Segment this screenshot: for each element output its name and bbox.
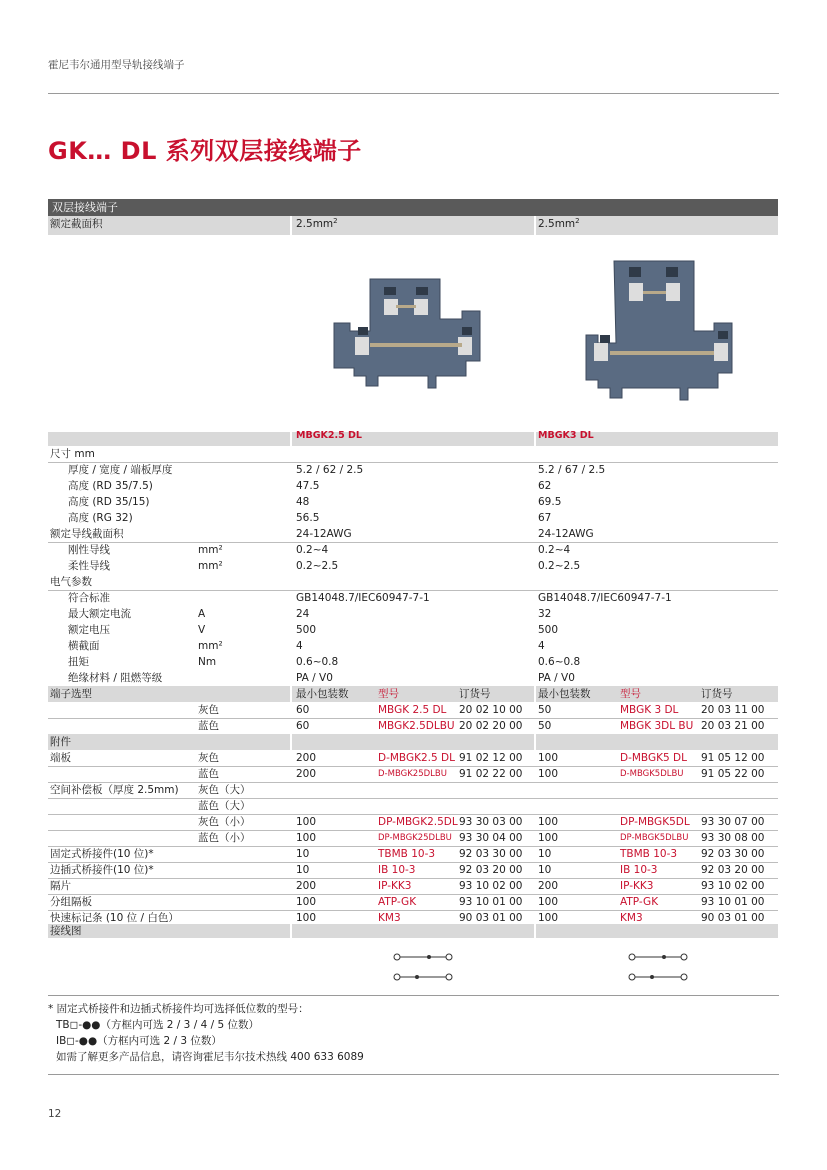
spec-label: 尺寸 mm (50, 448, 95, 460)
spec-row (48, 478, 778, 494)
product-image-mbgk3dl (574, 251, 754, 415)
spec-label: 符合标准 (68, 592, 110, 604)
wiring-row (48, 924, 778, 938)
order-type-b: IB 10-3 (620, 864, 658, 876)
order-row (48, 798, 778, 815)
spec-value-b: 500 (538, 624, 559, 636)
spec-row (48, 638, 778, 654)
order-header-type-b: 型号 (620, 688, 641, 700)
order-type-b: KM3 (620, 912, 643, 924)
order-pack-a: 60 (296, 720, 310, 732)
spec-unit: Nm (198, 656, 217, 668)
spec-row (48, 462, 778, 478)
spec-value-a: 500 (296, 624, 317, 636)
spec-row (48, 606, 778, 622)
order-number-b: 91 05 12 00 (701, 752, 765, 764)
order-header-label: 端子选型 (50, 688, 92, 700)
order-pack-b: 10 (538, 864, 552, 876)
order-pack-b: 100 (538, 896, 559, 908)
spec-row (48, 622, 778, 638)
spec-unit: mm² (198, 544, 223, 556)
page-title: GK… DL 系列双层接线端子 (48, 137, 362, 165)
wiring-diagram-b (628, 947, 698, 991)
order-number-b: 93 10 02 00 (701, 880, 765, 892)
order-number-a: 92 03 20 00 (459, 864, 523, 876)
note-4: 如需了解更多产品信息，请咨询霍尼韦尔技术热线 400 633 6089 (56, 1051, 364, 1063)
header-rule (48, 93, 779, 94)
spec-value-b: 0.6~0.8 (538, 656, 581, 668)
order-row (48, 718, 778, 735)
spec-label: 额定电压 (68, 624, 110, 636)
col-a-model: MBGK2.5 DL (296, 430, 362, 441)
order-type-a: D-MBGK25DLBU (378, 769, 447, 779)
order-pack-a: 100 (296, 832, 317, 844)
spec-row (48, 590, 778, 606)
order-sublabel: 蓝色（小） (198, 832, 251, 844)
order-number-b: 91 05 22 00 (701, 768, 765, 780)
order-type-b: IP-KK3 (620, 880, 654, 892)
col-a-section: $2.5mm^2$ (296, 217, 338, 230)
order-number-b: 90 03 01 00 (701, 912, 765, 924)
spec-value-b: 67 (538, 512, 552, 524)
order-pack-a: 100 (296, 816, 317, 828)
order-label: 快速标记条 (10 位 / 白色） (50, 912, 179, 924)
order-number-a: 90 03 01 00 (459, 912, 523, 924)
product-image-mbgk2-5dl (330, 269, 510, 413)
order-number-a: 93 10 02 00 (459, 880, 523, 892)
order-type-b: DP-MBGK5DLBU (620, 833, 689, 843)
order-sublabel: 蓝色 (198, 720, 219, 732)
order-number-a: 93 10 01 00 (459, 896, 523, 908)
spec-value-a: 24 (296, 608, 310, 620)
note-3: IB◻-●●（方框内可选 2 / 3 位数） (56, 1035, 222, 1047)
running-header: 霍尼韦尔通用型导轨接线端子 (48, 59, 185, 71)
spec-label: 厚度 / 宽度 / 端板厚度 (68, 464, 173, 476)
order-sublabel: 灰色 (198, 704, 219, 716)
order-number-b: 92 03 30 00 (701, 848, 765, 860)
spec-value-b: 62 (538, 480, 552, 492)
order-number-a: 93 30 03 00 (459, 816, 523, 828)
notes-rule-top (48, 995, 779, 996)
order-type-a: D-MBGK2.5 DL (378, 752, 455, 764)
spec-row (48, 446, 778, 463)
col-b-section: $2.5mm^2$ (538, 217, 580, 230)
order-row (48, 894, 778, 911)
spec-label: 绝缘材料 / 阻燃等级 (68, 672, 163, 684)
order-row (48, 782, 778, 799)
spec-label: 额定导线截面积 (50, 528, 124, 540)
order-sublabel: 灰色 (198, 752, 219, 764)
order-label: 端板 (50, 752, 71, 764)
order-label: 隔片 (50, 880, 71, 892)
order-header-type-a: 型号 (378, 688, 399, 700)
order-pack-a: 60 (296, 704, 310, 716)
order-number-b: 93 30 07 00 (701, 816, 765, 828)
order-row (48, 814, 778, 831)
order-type-a: MBGK 2.5 DL (378, 704, 447, 716)
spec-unit: V (198, 624, 206, 636)
spec-label: 电气参数 (50, 576, 92, 588)
order-sublabel: 蓝色 (198, 768, 219, 780)
spec-unit: A (198, 608, 206, 620)
spec-label: 横截面 (68, 640, 100, 652)
order-number-a: 20 02 20 00 (459, 720, 523, 732)
order-pack-b: 200 (538, 880, 559, 892)
spec-value-b: 0.2~4 (538, 544, 571, 556)
wiring-diagram-a (393, 947, 463, 991)
footnotes (48, 1001, 364, 1065)
order-type-b: D-MBGK5DLBU (620, 769, 684, 779)
spec-value-b: 24-12AWG (538, 528, 594, 540)
notes-rule-bottom (48, 1074, 779, 1075)
note-2: TB◻-●●（方框内可选 2 / 3 / 4 / 5 位数） (56, 1019, 259, 1031)
model-row (48, 432, 778, 446)
order-row (48, 846, 778, 863)
order-pack-b: 10 (538, 848, 552, 860)
spec-row (48, 670, 778, 686)
order-header-order-a: 订货号 (459, 688, 491, 700)
order-number-a: 91 02 12 00 (459, 752, 523, 764)
order-type-b: TBMB 10-3 (620, 848, 678, 860)
spec-value-a: GB14048.7/IEC60947-7-1 (296, 592, 430, 604)
spec-row (48, 494, 778, 510)
spec-label: 高度 (RD 35/15) (68, 496, 150, 508)
order-row (48, 766, 778, 783)
order-number-b: 20 03 11 00 (701, 704, 765, 716)
order-sublabel: 蓝色（大） (198, 800, 251, 812)
order-type-a: KM3 (378, 912, 401, 924)
rated-section-label: 额定截面积 (50, 218, 103, 230)
order-type-a: IP-KK3 (378, 880, 412, 892)
spec-value-b: 4 (538, 640, 545, 652)
order-row (48, 734, 778, 750)
wiring-label: 接线图 (50, 925, 82, 937)
order-sublabel: 灰色（大） (198, 784, 251, 796)
order-pack-b: 50 (538, 720, 552, 732)
order-number-b: 20 03 21 00 (701, 720, 765, 732)
order-pack-b: 100 (538, 768, 559, 780)
order-type-a: MBGK2.5DLBU (378, 720, 455, 732)
order-number-a: 20 02 10 00 (459, 704, 523, 716)
order-number-a: 92 03 30 00 (459, 848, 523, 860)
rated-section-row (48, 216, 778, 235)
order-label: 分组隔板 (50, 896, 92, 908)
spec-value-a: 0.6~0.8 (296, 656, 339, 668)
spec-row (48, 510, 778, 526)
order-type-b: D-MBGK5 DL (620, 752, 687, 764)
order-type-b: ATP-GK (620, 896, 659, 908)
order-row (48, 750, 778, 767)
order-number-b: 92 03 20 00 (701, 864, 765, 876)
spec-unit: mm² (198, 560, 223, 572)
spec-value-a: 5.2 / 62 / 2.5 (296, 464, 364, 476)
spec-row (48, 542, 778, 558)
order-pack-b: 100 (538, 816, 559, 828)
spec-value-b: GB14048.7/IEC60947-7-1 (538, 592, 672, 604)
order-number-a: 93 30 04 00 (459, 832, 523, 844)
order-label: 附件 (50, 736, 71, 748)
spec-row (48, 526, 778, 543)
order-type-a: TBMB 10-3 (378, 848, 436, 860)
page-number: 12 (48, 1108, 62, 1120)
table-banner: 双层接线端子 (48, 199, 778, 216)
order-type-b: MBGK 3 DL (620, 704, 679, 716)
order-header-pack-b: 最小包装数 (538, 688, 591, 700)
spec-unit: mm² (198, 640, 223, 652)
order-pack-a: 200 (296, 768, 317, 780)
order-type-a: DP-MBGK2.5DL (378, 816, 458, 828)
col-b-model: MBGK3 DL (538, 430, 594, 441)
spec-row (48, 574, 778, 591)
order-number-a: 91 02 22 00 (459, 768, 523, 780)
spec-value-b: PA / V0 (538, 672, 575, 684)
order-type-b: DP-MBGK5DL (620, 816, 690, 828)
spec-label: 扭矩 (68, 656, 89, 668)
spec-label: 高度 (RG 32) (68, 512, 133, 524)
spec-value-b: 5.2 / 67 / 2.5 (538, 464, 606, 476)
spec-value-b: 32 (538, 608, 552, 620)
spec-value-a: PA / V0 (296, 672, 333, 684)
order-type-a: ATP-GK (378, 896, 417, 908)
order-pack-a: 200 (296, 752, 317, 764)
order-label: 边插式桥接件(10 位)* (50, 864, 154, 876)
order-pack-b: 100 (538, 752, 559, 764)
order-pack-b: 100 (538, 832, 559, 844)
spec-value-a: 24-12AWG (296, 528, 352, 540)
order-pack-a: 10 (296, 848, 310, 860)
spec-value-a: 4 (296, 640, 303, 652)
order-pack-b: 100 (538, 912, 559, 924)
spec-row (48, 654, 778, 670)
order-row (48, 830, 778, 847)
order-pack-a: 100 (296, 896, 317, 908)
spec-value-b: 0.2~2.5 (538, 560, 581, 572)
note-1: * 固定式桥接件和边插式桥接件均可选择低位数的型号： (48, 1003, 309, 1015)
order-type-a: IB 10-3 (378, 864, 416, 876)
spec-label: 高度 (RD 35/7.5) (68, 480, 153, 492)
spec-value-a: 48 (296, 496, 310, 508)
order-type-b: MBGK 3DL BU (620, 720, 694, 732)
spec-row (48, 558, 778, 574)
order-pack-a: 100 (296, 912, 317, 924)
order-pack-a: 200 (296, 880, 317, 892)
order-header-row (48, 686, 778, 702)
order-type-a: DP-MBGK25DLBU (378, 833, 452, 843)
order-row (48, 862, 778, 879)
spec-value-a: 56.5 (296, 512, 320, 524)
order-row (48, 878, 778, 895)
spec-value-a: 47.5 (296, 480, 320, 492)
spec-value-a: 0.2~2.5 (296, 560, 339, 572)
order-header-pack-a: 最小包装数 (296, 688, 349, 700)
order-label: 固定式桥接件(10 位)* (50, 848, 154, 860)
order-number-b: 93 30 08 00 (701, 832, 765, 844)
spec-value-a: 0.2~4 (296, 544, 329, 556)
spec-label: 最大额定电流 (68, 608, 131, 620)
order-pack-a: 10 (296, 864, 310, 876)
order-row (48, 702, 778, 719)
order-sublabel: 灰色（小） (198, 816, 251, 828)
spec-value-b: 69.5 (538, 496, 562, 508)
order-label: 空间补偿板（厚度 2.5mm) (50, 784, 179, 796)
order-header-order-b: 订货号 (701, 688, 733, 700)
order-pack-b: 50 (538, 704, 552, 716)
order-number-b: 93 10 01 00 (701, 896, 765, 908)
spec-label: 柔性导线 (68, 560, 110, 572)
spec-label: 刚性导线 (68, 544, 110, 556)
